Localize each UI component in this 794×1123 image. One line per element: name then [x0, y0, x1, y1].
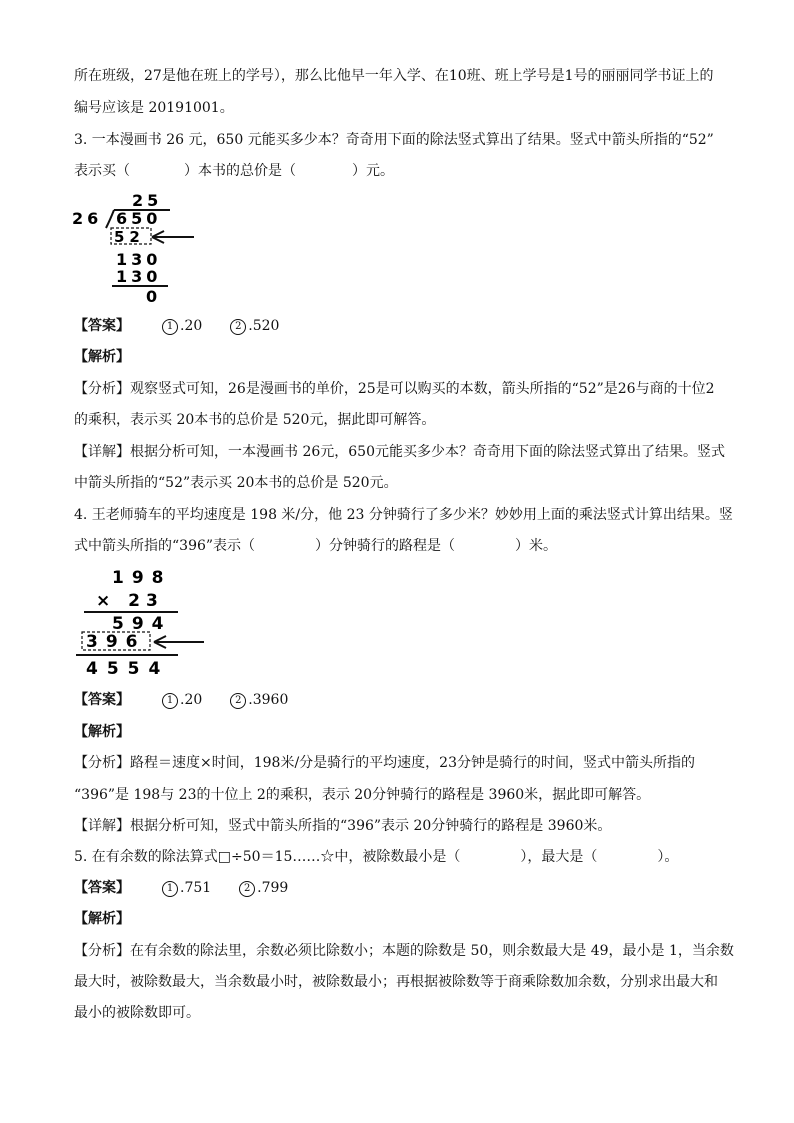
q4-stem-line-2	[74, 536, 557, 556]
q3-product-1-digits: 52	[114, 228, 145, 246]
q4-stem-part-b: ）分钟骑行的路程是（	[315, 538, 456, 554]
q4-partial-1: 594	[112, 614, 172, 634]
q3-stem-part-c: ）元。	[352, 163, 394, 179]
q3-answer-label: 【答案】	[74, 318, 130, 334]
q5-stem	[74, 847, 678, 867]
q5-fenxi-line-1: 【分析】在有余数的除法里，余数必须比除数小；本题的除数是 50，则余数最大是 49，最小是 1，当余数	[74, 943, 734, 959]
q3-answer-row	[74, 316, 279, 336]
q4-fenxi-line-2: “396”是 198与 23的十位上 2的乘积，表示 20分钟骑行的路程是 3960米，据此即可解答。	[74, 787, 651, 803]
q3-answer-2: .520	[248, 318, 280, 334]
circled-number-icon: 2	[230, 319, 246, 335]
circled-number-icon: 2	[239, 881, 255, 897]
circled-number-icon: 1	[162, 881, 178, 897]
q4-multiplier: × 23	[96, 591, 164, 611]
q5-answer-1: .751	[180, 880, 212, 896]
q3-stem-part-a: 表示买（	[74, 163, 130, 179]
q5-fenxi-line-3: 最小的被除数即可。	[74, 1005, 200, 1021]
q4-multiplicand: 198	[112, 568, 172, 588]
q3-division-bracket	[106, 210, 114, 228]
q4-partial-2: 396	[86, 632, 146, 652]
q3-division-figure	[70, 190, 200, 305]
q5-stem-part-c: ）。	[657, 849, 679, 865]
q3-final-remainder: 0	[146, 287, 158, 305]
q4-stem-part-c: ）米。	[515, 538, 558, 554]
q4-answer-row	[74, 690, 288, 710]
q3-product-2: 130	[116, 267, 162, 286]
q5-stem-part-b: ），最大是（	[520, 849, 598, 865]
q4-xiangjie-line-1: 【详解】根据分析可知，竖式中箭头所指的“396”表示 20分钟骑行的路程是 3960米。	[74, 818, 612, 834]
q5-stem-part-a: 5. 在有余数的除法算式□÷50＝15……☆中，被除数最小是（	[74, 849, 461, 865]
circled-number-icon: 1	[162, 693, 178, 709]
q5-answer-row	[74, 878, 288, 898]
q3-fenxi-line-1: 【分析】观察竖式可知，26是漫画书的单价，25是可以购买的本数，箭头所指的“52”是26与商的十位2	[74, 381, 715, 397]
q3-xiangjie-line-2: 中箭头所指的“52”表示买 20本书的总价是 520元。	[74, 475, 398, 491]
q5-fenxi-line-2: 最大时，被除数最大，当余数最小时，被除数最小；再根据被除数等于商乘除数加余数，分别求出最大和	[74, 974, 718, 990]
q5-answer-2: .799	[257, 880, 289, 896]
q3-xiangjie-line-1: 【详解】根据分析可知，一本漫画书 26元，650元能买多少本？奇奇用下面的除法竖式算出了结果。竖式	[74, 444, 725, 460]
q3-divisor: 26	[72, 209, 103, 228]
q4-answer-2: .3960	[248, 692, 289, 708]
q5-answer-label: 【答案】	[74, 880, 130, 896]
q4-multiplication-figure	[74, 566, 214, 681]
q3-dividend: 650	[116, 209, 162, 228]
q5-analysis-label: 【解析】	[74, 911, 130, 927]
intro-line-1: 所在班级，27是他在班上的学号），那么比他早一年入学、在10班、班上学号是1号的丽丽同学书证上的	[74, 68, 714, 84]
q3-remainder-1: 130	[116, 250, 162, 269]
q4-stem-line-1: 4. 王老师骑车的平均速度是 198 米/分，他 23 分钟骑行了多少米？妙妙用上面的乘法竖式计算出结果。竖	[74, 507, 733, 523]
q3-stem-line-2	[74, 161, 394, 181]
q4-answer-1: .20	[180, 692, 203, 708]
q4-answer-label: 【答案】	[74, 692, 130, 708]
q3-stem-line-1: 3. 一本漫画书 26 元，650 元能买多少本？奇奇用下面的除法竖式算出了结果。竖式中箭头所指的“52”	[74, 132, 714, 148]
q3-quotient: 25	[132, 191, 163, 210]
circled-number-icon: 1	[162, 319, 178, 335]
circled-number-icon: 2	[230, 693, 246, 709]
q3-analysis-label: 【解析】	[74, 349, 130, 365]
q4-result: 4554	[86, 659, 170, 679]
intro-line-2: 编号应该是 20191001。	[74, 100, 234, 116]
q3-answer-1: .20	[180, 318, 203, 334]
q4-stem-part-a: 式中箭头所指的“396”表示（	[74, 538, 256, 554]
q4-analysis-label: 【解析】	[74, 724, 130, 740]
q4-fenxi-line-1: 【分析】路程＝速度×时间，198米/分是骑行的平均速度，23分钟是骑行的时间，竖式中箭头所指的	[74, 755, 695, 771]
q3-fenxi-line-2: 的乘积，表示买 20本书的总价是 520元，据此即可解答。	[74, 412, 436, 428]
q3-stem-part-b: ）本书的总价是（	[184, 163, 296, 179]
